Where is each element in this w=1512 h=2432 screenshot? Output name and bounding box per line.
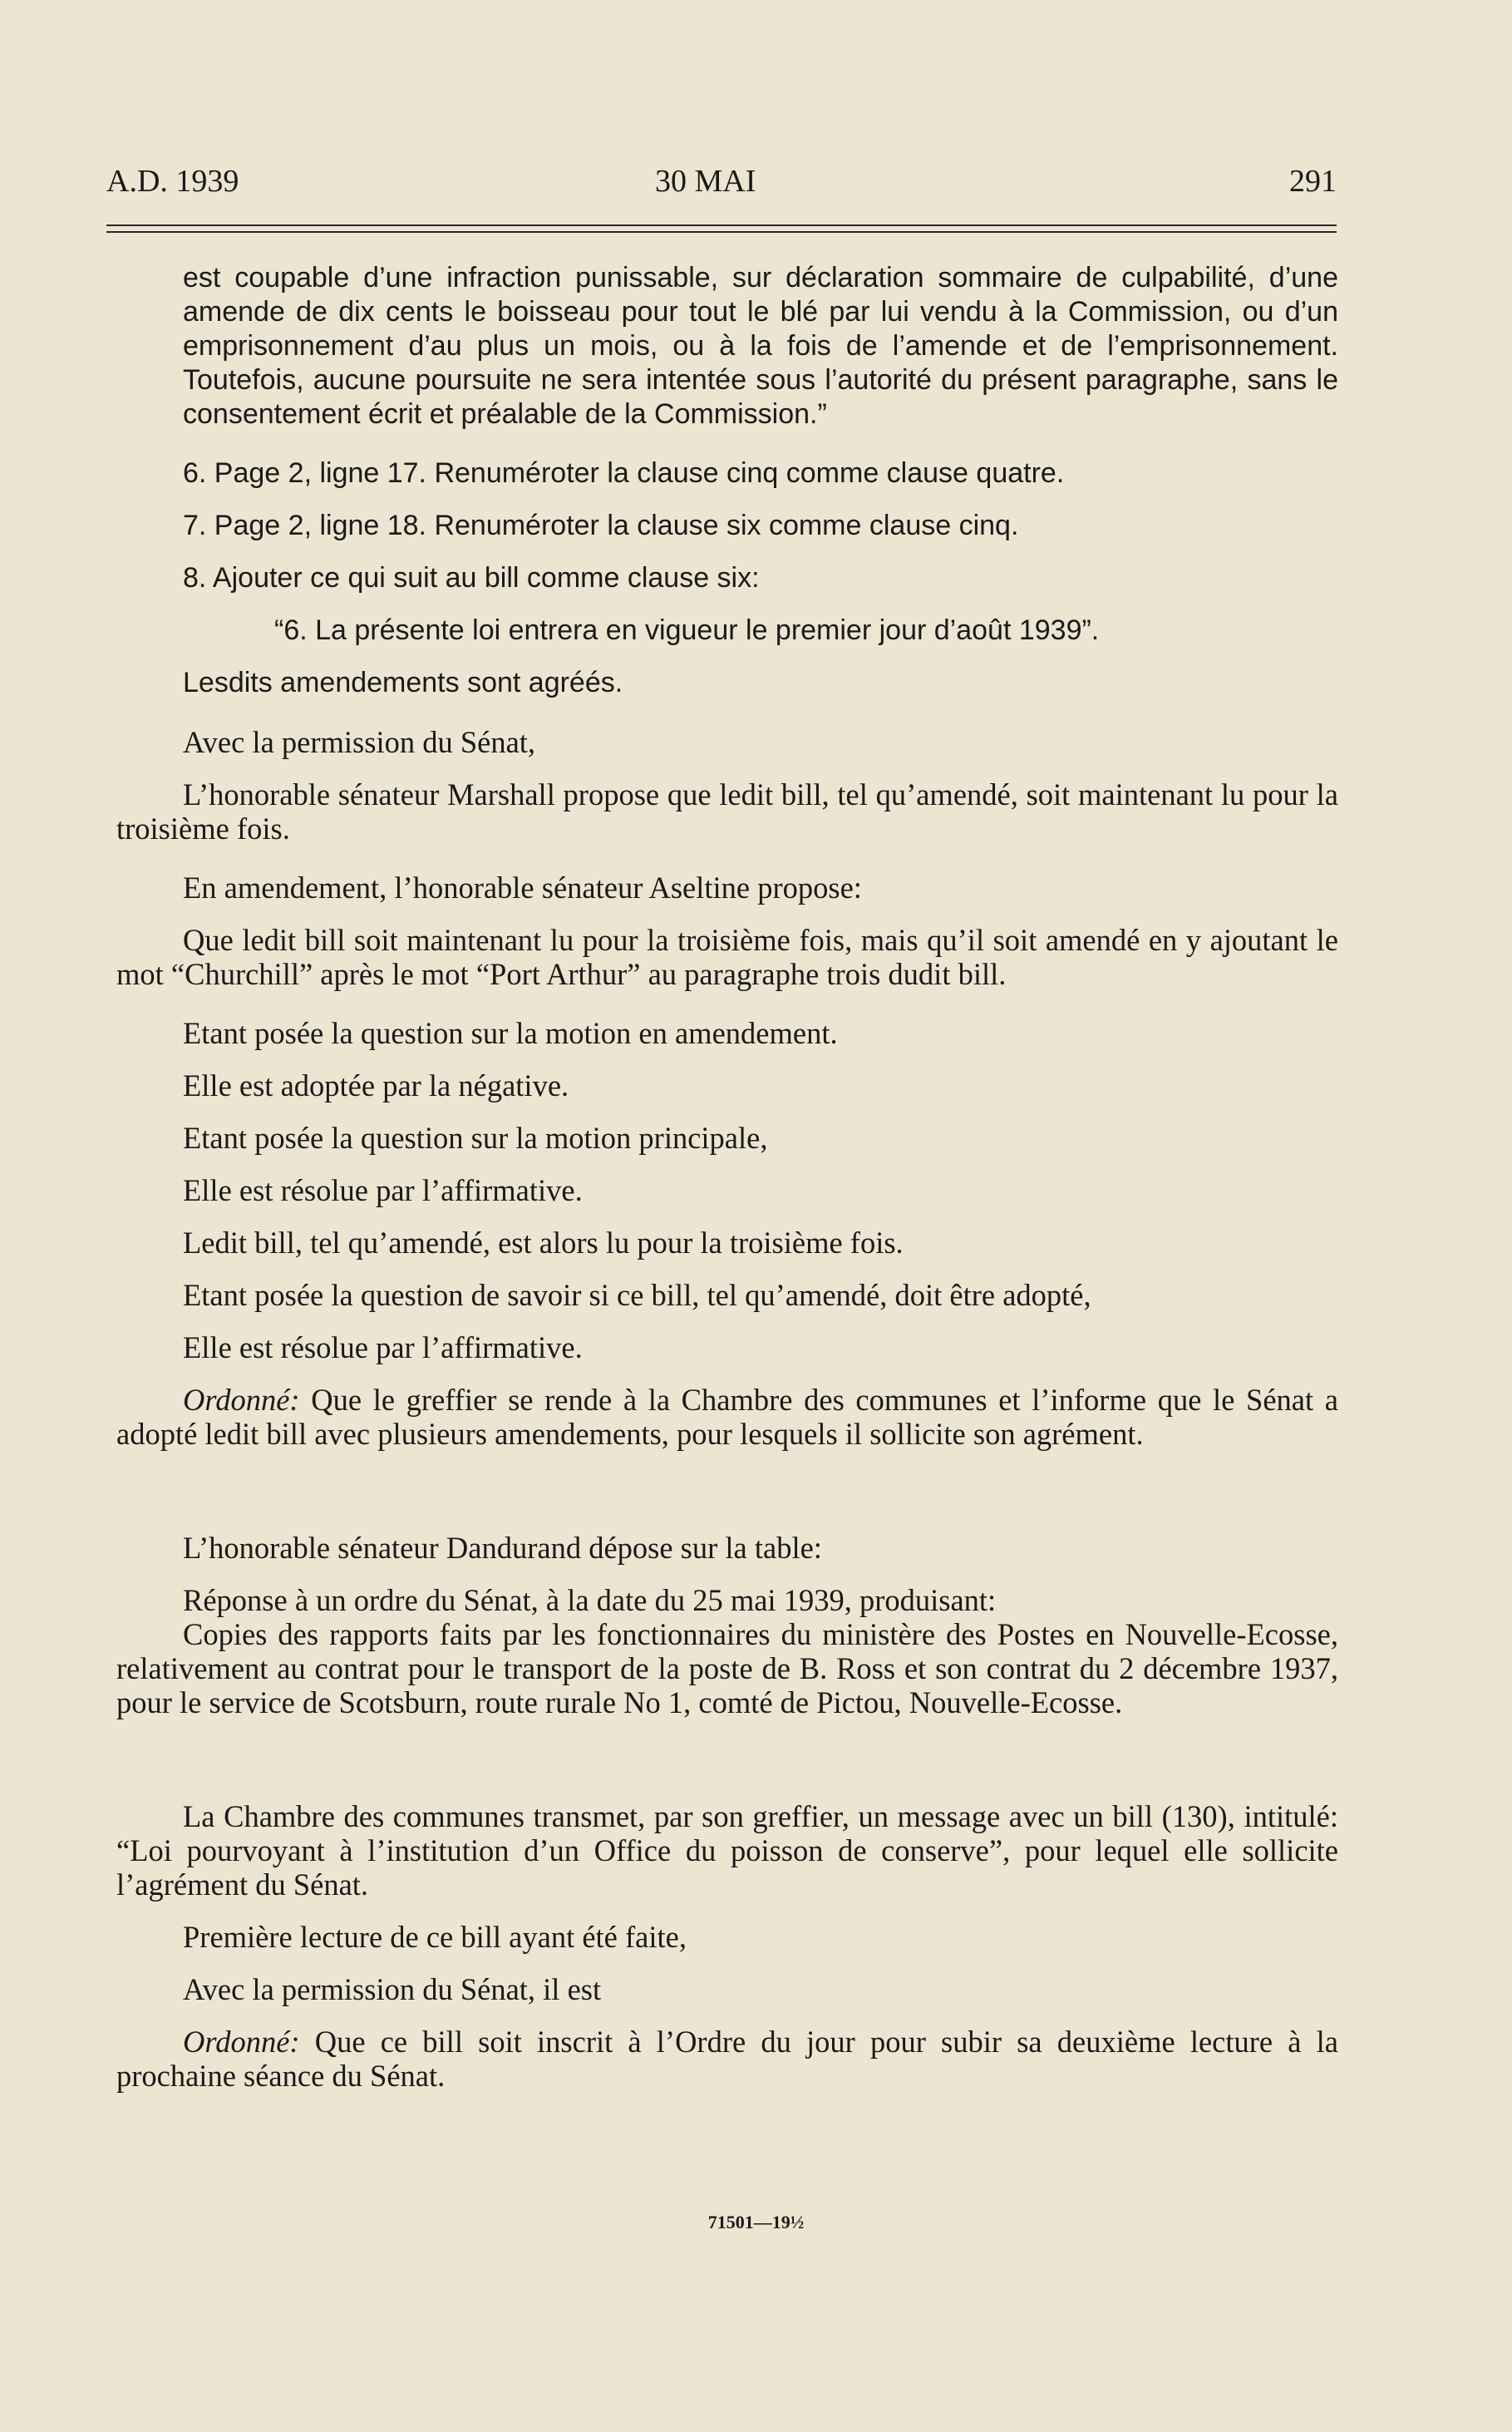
paragraph-aseltine-amendment: En amendement, l’honorable sénateur Aseltine propose: [183, 871, 862, 905]
paragraph-marshall-motion: L’honorable sénateur Marshall propose que ledit bill, tel qu’amendé, soit maintenant lu pour la troisième fois. [116, 777, 1338, 846]
commons-first-reading: Première lecture de ce bill ayant été faite, [183, 1920, 687, 1954]
paragraph-question-adopt: Etant posée la question de savoir si ce bill, tel qu’amendé, doit être adopté, [183, 1278, 1091, 1312]
page-header [106, 163, 1337, 206]
order-text-1: Que le greffier se rende à la Chambre des communes et l’informe que le Sénat a adopté ledit bill avec plusieurs amendements, pour lesquels il sollicite son agrément. [116, 1383, 1338, 1451]
paragraph-affirmative-2: Elle est résolue par l’affirmative. [183, 1330, 583, 1364]
quoted-clause-continuation: est coupable d’une infraction punissable, sur déclaration sommaire de culpabilité, d’une amende de dix cents le boisseau pour tout le blé par lui vendu à la Commission, ou d’un emprisonnement d’au plus un mois, ou à la fois de l’amende et de l’emprisonnement. Toutefois, aucune poursuite ne sera intentée sous l’autorité du présent paragraphe, sans le consentement écrit et préalable de la Commission.” [183, 262, 1338, 430]
commons-permission: Avec la permission du Sénat, il est [183, 1972, 602, 2006]
paragraph-question-main: Etant posée la question sur la motion principale, [183, 1121, 768, 1155]
header-rule-top [106, 224, 1337, 226]
order-paragraph-1 [116, 1383, 1338, 1451]
dandurand-response: Réponse à un ordre du Sénat, à la date du 25 mai 1939, produisant: [183, 1583, 997, 1617]
printer-code: 71501—19½ [707, 2212, 805, 2232]
dandurand-tabling: L’honorable sénateur Dandurand dépose sur la table: [183, 1531, 822, 1565]
date-label: 30 MAI [655, 164, 756, 199]
order-label-2: Ordonné: [183, 2025, 300, 2059]
paragraph-negative: Elle est adoptée par la négative. [183, 1068, 569, 1103]
amendment-item-6: 6. Page 2, ligne 17. Renuméroter la clause cinq comme clause quatre. [183, 457, 1065, 489]
order-text-2: Que ce bill soit inscrit à l’Ordre du jour pour subir sa deuxième lecture à la prochaine séance du Sénat. [116, 2025, 1338, 2093]
year-label: A.D. 1939 [106, 164, 239, 199]
paragraph-third-reading: Ledit bill, tel qu’amendé, est alors lu pour la troisième fois. [183, 1226, 904, 1260]
paragraph-amendment-text: Que ledit bill soit maintenant lu pour la troisième fois, mais qu’il soit amendé en y ajoutant le mot “Churchill” après le mot “Port Arthur” au paragraphe trois dudit bill. [116, 923, 1338, 991]
page-body [116, 261, 1338, 2093]
dandurand-copies: Copies des rapports faits par les fonctionnaires du ministère des Postes en Nouvelle-Ecosse, relativement au contrat pour le transport de la poste de B. Ross et son contrat du 2 décembre 1937, pour le service de Scotsburn, route rurale No 1, comté de Pictou, Nouvelle-Ecosse. [116, 1617, 1338, 1719]
order-label-1: Ordonné: [183, 1383, 300, 1417]
commons-message: La Chambre des communes transmet, par son greffier, un message avec un bill (130), intitulé: “Loi pourvoyant à l’institution d’un Office du poisson de conserve”, pour lequel elle sollicite l’agrément du Sénat. [116, 1799, 1338, 1902]
amendment-item-7: 7. Page 2, ligne 18. Renuméroter la clause six comme clause cinq. [183, 510, 1019, 541]
amendment-item-8: 8. Ajouter ce qui suit au bill comme clause six: [183, 562, 760, 594]
paragraph-affirmative-1: Elle est résolue par l’affirmative. [183, 1173, 583, 1207]
amendments-agreed: Lesdits amendements sont agréés. [183, 667, 623, 698]
paragraph-question-amendment: Etant posée la question sur la motion en amendement. [183, 1016, 838, 1050]
header-rule-bottom [106, 231, 1337, 233]
new-clause-quote: “6. La présente loi entrera en vigueur le premier jour d’août 1939”. [274, 614, 1100, 646]
page-number: 291 [1289, 164, 1337, 199]
order-paragraph-2 [116, 2025, 1338, 2093]
paragraph-permission: Avec la permission du Sénat, [183, 725, 536, 759]
